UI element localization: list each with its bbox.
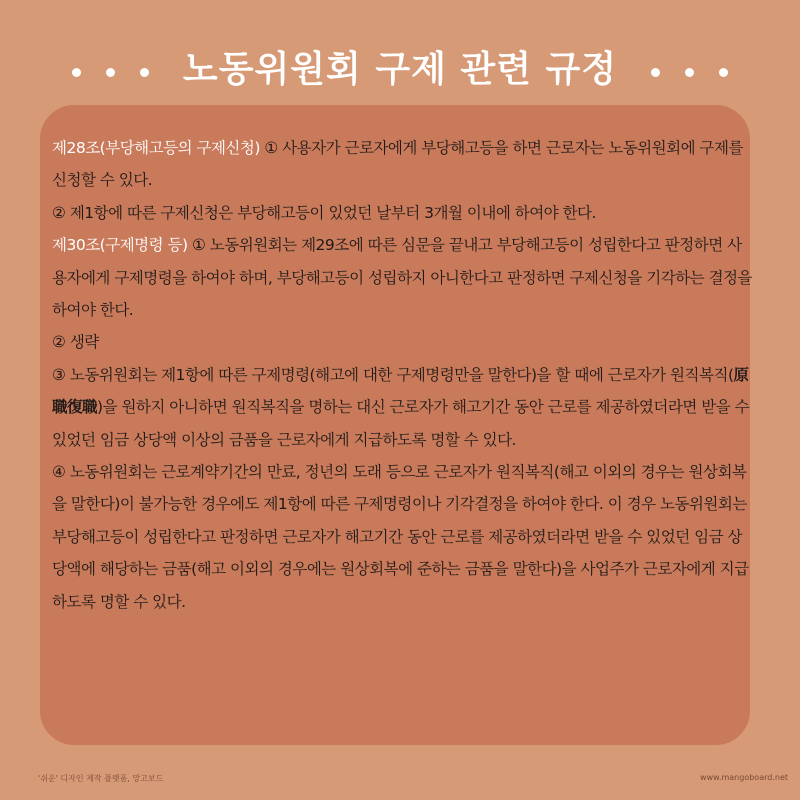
article-30-paragraph-2: ② 생략 bbox=[52, 333, 99, 352]
article-28-label: 제28조(부당해고등의 구제신청) bbox=[52, 139, 260, 157]
article-30-text-3b: )을 원하지 아니하면 원직복직을 명하는 대신 근로자가 해고기간 동안 근로를 제공하였더라면 받을 수 있었던 임금 상당액 이상의 금품을 근로자에게 지급하도록 명할 수 있다. bbox=[52, 398, 750, 449]
article-30-paragraph-3 bbox=[52, 359, 752, 456]
article-28-paragraph-1 bbox=[52, 132, 752, 197]
article-30-paragraph-1 bbox=[52, 229, 752, 326]
article-30-paragraph-4: ④ 노동위원회는 근로계약기간의 만료, 정년의 도래 등으로 근로자가 원직복직(해고 이외의 경우는 원상회복을 말한다)이 불가능한 경우에도 제1항에 따른 구제명령이나 기각결정을 하여야 한다. 이 경우 노동위원회는 부당해고등이 성립한다고 판정하면 근로자가 해고기간 동안 근로를 제공하였더라면 받을 수 있었던 임금 상당액에 해당하는 금품(해고 이외의 경우에는 원상회복에 준하는 금품을 말한다)을 사업주가 근로자에게 지급하도록 명할 수 있다. bbox=[52, 463, 749, 611]
hanja-term: 原職復職 bbox=[52, 365, 749, 417]
article-30-text-3a: ③ 노동위원회는 제1항에 따른 구제명령(해고에 대한 구제명령만을 말한다)을 할 때에 근로자가 원직복직( bbox=[52, 365, 734, 384]
decorative-dot-right-1 bbox=[651, 68, 660, 77]
law-text bbox=[52, 132, 752, 618]
footer-credit: '쉬운' 디자인 제작 플랫폼, 망고보드 bbox=[38, 774, 164, 783]
article-30-label: 제30조(구제명령 등) bbox=[52, 236, 188, 255]
footer-url: www.mangoboard.net bbox=[700, 773, 788, 782]
decorative-dot-right-2 bbox=[685, 68, 694, 77]
page-title: 노동위원회 구제 관련 규정 bbox=[182, 49, 618, 90]
decorative-dot-right-3 bbox=[719, 68, 728, 77]
article-28-text-1: ① 사용자가 근로자에게 부당해고등을 하면 근로자는 노동위원회에 구제를 신청할 수 있다. bbox=[52, 139, 743, 190]
article-28-paragraph-2: ② 제1항에 따른 구제신청은 부당해고등이 있었던 날부터 3개월 이내에 하여야 한다. bbox=[52, 203, 596, 222]
article-30-text-1: ① 노동위원회는 제29조에 따른 심문을 끝내고 부당해고등이 성립한다고 판정하면 사용자에게 구제명령을 하여야 하며, 부당해고등이 성립하지 아니한다고 판정하면 구제신청을 기각하는 결정을 하여야 한다. bbox=[52, 236, 752, 320]
